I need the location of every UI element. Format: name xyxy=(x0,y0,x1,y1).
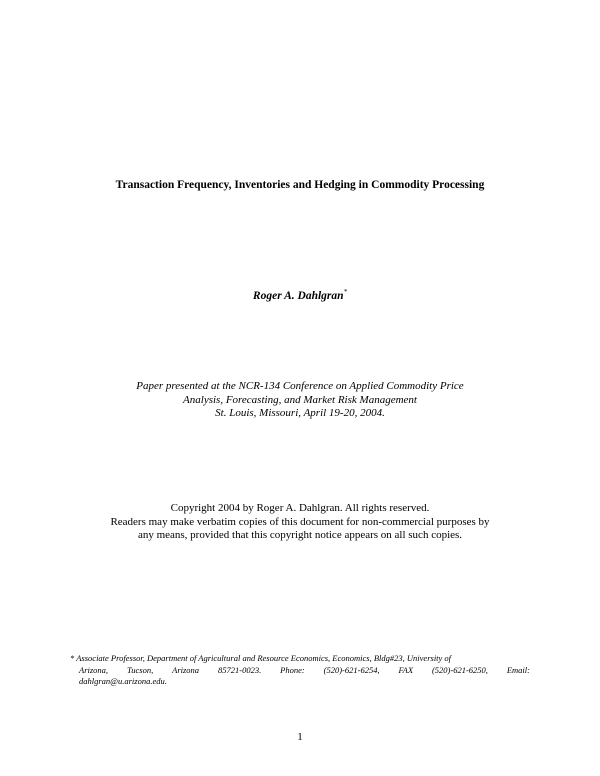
footnote-word: 85721-0023. xyxy=(218,664,262,675)
presentation-line: Analysis, Forecasting, and Market Risk Management xyxy=(183,393,417,406)
author-footnote-marker: * xyxy=(343,288,348,296)
paper-title: Transaction Frequency, Inventories and Hedging in Commodity Processing xyxy=(115,179,485,191)
footnote-word: FAX xyxy=(398,664,414,675)
footnote-word: Arizona, xyxy=(79,664,109,675)
footnote-text: Associate Professor, Department of Agricultural and Resource Economics, Economics, Bldg#23, University of xyxy=(76,653,452,663)
author-line xyxy=(0,289,600,303)
footnote-line xyxy=(70,665,530,677)
footnote-word: Email: xyxy=(506,664,530,675)
footnote-marker: * xyxy=(70,653,75,663)
author-name: Roger A. Dahlgran xyxy=(252,290,344,302)
footnote-word: Tucson, xyxy=(126,664,154,675)
page-number: 1 xyxy=(297,731,303,743)
presentation-note xyxy=(0,380,600,421)
presentation-line: Paper presented at the NCR-134 Conference on Applied Commodity Price xyxy=(136,380,464,392)
footnote-word: Phone: xyxy=(280,664,305,675)
copyright-notice xyxy=(0,502,600,543)
footnote-word: Arizona xyxy=(172,664,200,675)
copyright-line: Readers may make verbatim copies of this document for non-commercial purposes by xyxy=(110,515,490,528)
copyright-line: any means, provided that this copyright notice appears on all such copies. xyxy=(137,529,463,541)
footnote-word: (520)-621-6254, xyxy=(323,664,380,675)
copyright-line: Copyright 2004 by Roger A. Dahlgran. All rights reserved. xyxy=(170,502,430,514)
footnote-line xyxy=(70,653,530,665)
author-footnote xyxy=(70,653,530,688)
presentation-line: St. Louis, Missouri, April 19-20, 2004. xyxy=(215,407,385,419)
footnote-word: (520)-621-6250, xyxy=(431,664,488,675)
footnote-email: dahlgran@u.arizona.edu. xyxy=(79,676,167,686)
